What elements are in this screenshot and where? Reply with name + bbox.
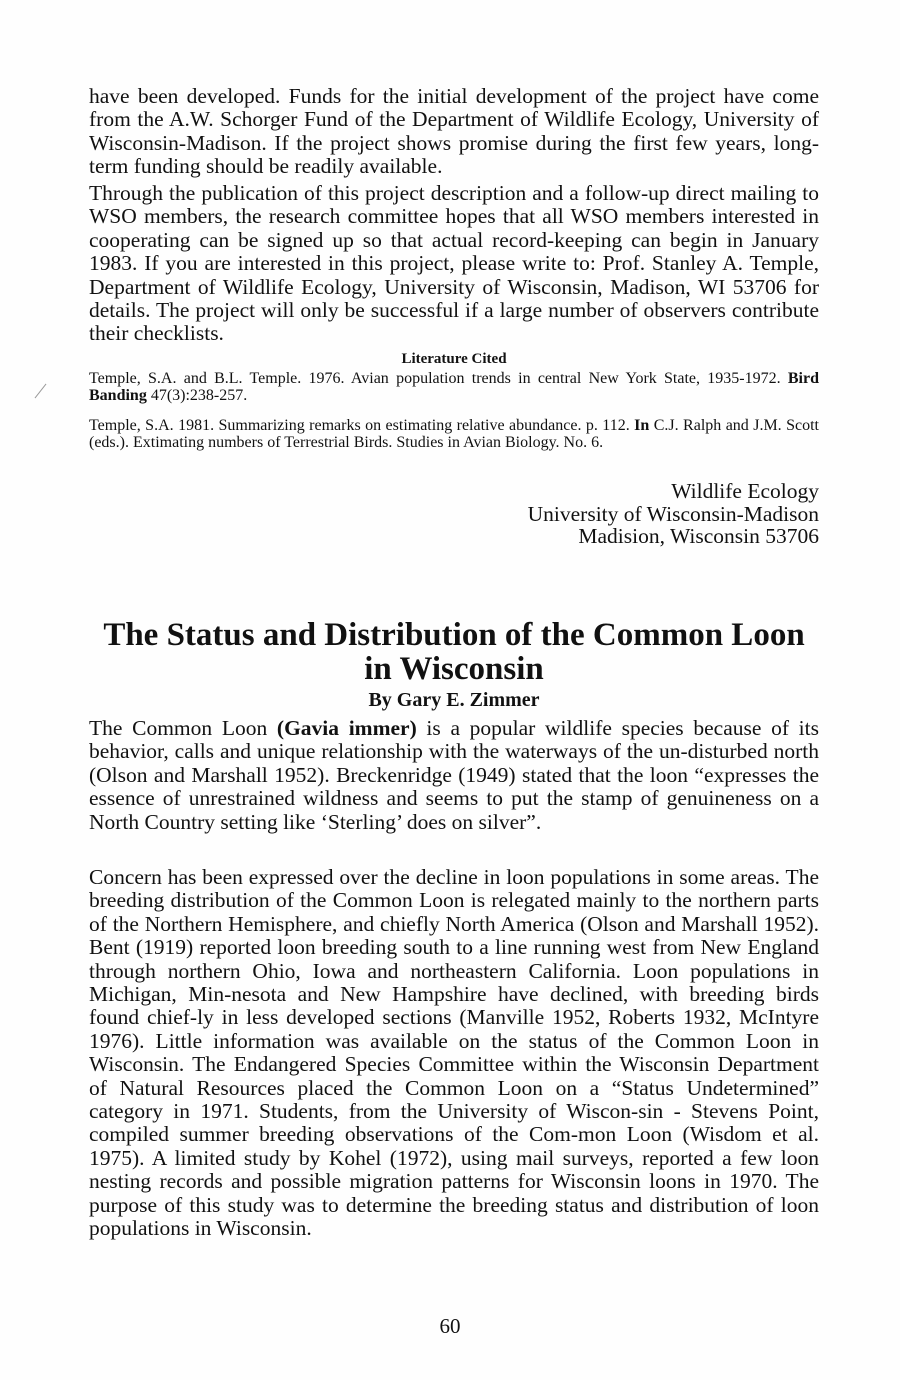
reference-2 [89,418,819,451]
article-paragraph-1-lead: The Common Loon [89,716,277,740]
page-number: 60 [439,1314,461,1338]
reference-2-in: In [634,417,650,434]
article-title [89,618,819,686]
article-title-line-1: The Status and Distribution of the Common Loon [103,617,805,653]
literature-cited-heading: Literature Cited [401,351,507,367]
author-address [528,480,819,548]
article-title-line-2: in Wisconsin [364,651,544,687]
reference-1-text: Temple, S.A. and B.L. Temple. 1976. Avian population trends in central New York State, 1935-1972. [89,370,788,387]
reference-1 [89,371,819,404]
species-name: (Gavia immer) [276,716,417,740]
address-line-1: Wildlife Ecology [671,479,819,503]
intro-paragraph-2: Through the publication of this project description and a follow-up direct mailing to WSO members, the research committee hopes that all WSO members interested in cooperating can be signed up so that actual record-keeping can begin in January 1983. If you are interested in this project, please write to: Prof. Stanley A. Temple, Department of Wildlife Ecology, University of Wisconsin, Madison, WI 53706 for details. The project will only be successful if a large number of observers contribute their checklists. [89,181,819,346]
article-byline: By Gary E. Zimmer [368,689,540,711]
reference-1-journal: Bird Banding [89,370,819,404]
article-paragraph-2: Concern has been expressed over the decline in loon populations in some areas. The breeding distribution of the Common Loon is relegated mainly to the northern parts of the Northern Hemisphere, and chiefly North America (Olson and Marshall 1952). Bent (1919) reported loon breeding south to a line running west from New England through northern Ohio, Iowa and northeastern California. Loon populations in Michigan, Min-nesota and New Hampshire have declined, with breeding birds found chief-ly in less developed sections (Manville 1952, Roberts 1932, McIntyre 1976). Little information was available on the status of the Common Loon in Wisconsin. The Endangered Species Committee within the Wisconsin Department of Natural Resources placed the Common Loon on a “Status Undetermined” category in 1971. Students, from the University of Wiscon-sin - Stevens Point, compiled summer breeding observations of the Com-mon Loon (Wisdom et al. 1975). A limited study by Kohel (1972), using mail surveys, reported a few loon nesting records and possible migration patterns for Wisconsin loons in 1970. The purpose of this study was to determine the breeding status and distribution of loon populations in Wisconsin. [89,865,819,1241]
reference-2-text: Temple, S.A. 1981. Summarizing remarks on estimating relative abundance. p. 112. [89,417,635,434]
address-line-2: University of Wisconsin-Madison [527,501,819,526]
margin-pen-mark [35,384,47,399]
article-paragraph-1 [89,717,819,834]
reference-2-rest: C.J. Ralph and J.M. Scott (eds.). Extimating numbers of Terrestrial Birds. Studies in Avian Biology. No. 6. [89,417,820,451]
intro-paragraph-1: have been developed. Funds for the initial development of the project have come from the A.W. Schorger Fund of the Department of Wildlife Ecology, University of Wisconsin-Madison. If the project shows promise during the first few years, long-term funding should be readily available. [89,84,819,179]
article-paragraph-1-rest: is a popular wildlife species because of its behavior, calls and unique relationship with the waterways of the un-disturbed north (Olson and Marshall 1952). Breckenridge (1949) stated that the loon “expresses the essence of unrestrained wildness and seems to put the stamp of genuineness on a North Country setting like ‘Sterling’ does on silver”. [89,716,819,834]
address-line-3: Madision, Wisconsin 53706 [578,524,819,548]
reference-1-volume: 47(3):238-257. [146,386,248,404]
